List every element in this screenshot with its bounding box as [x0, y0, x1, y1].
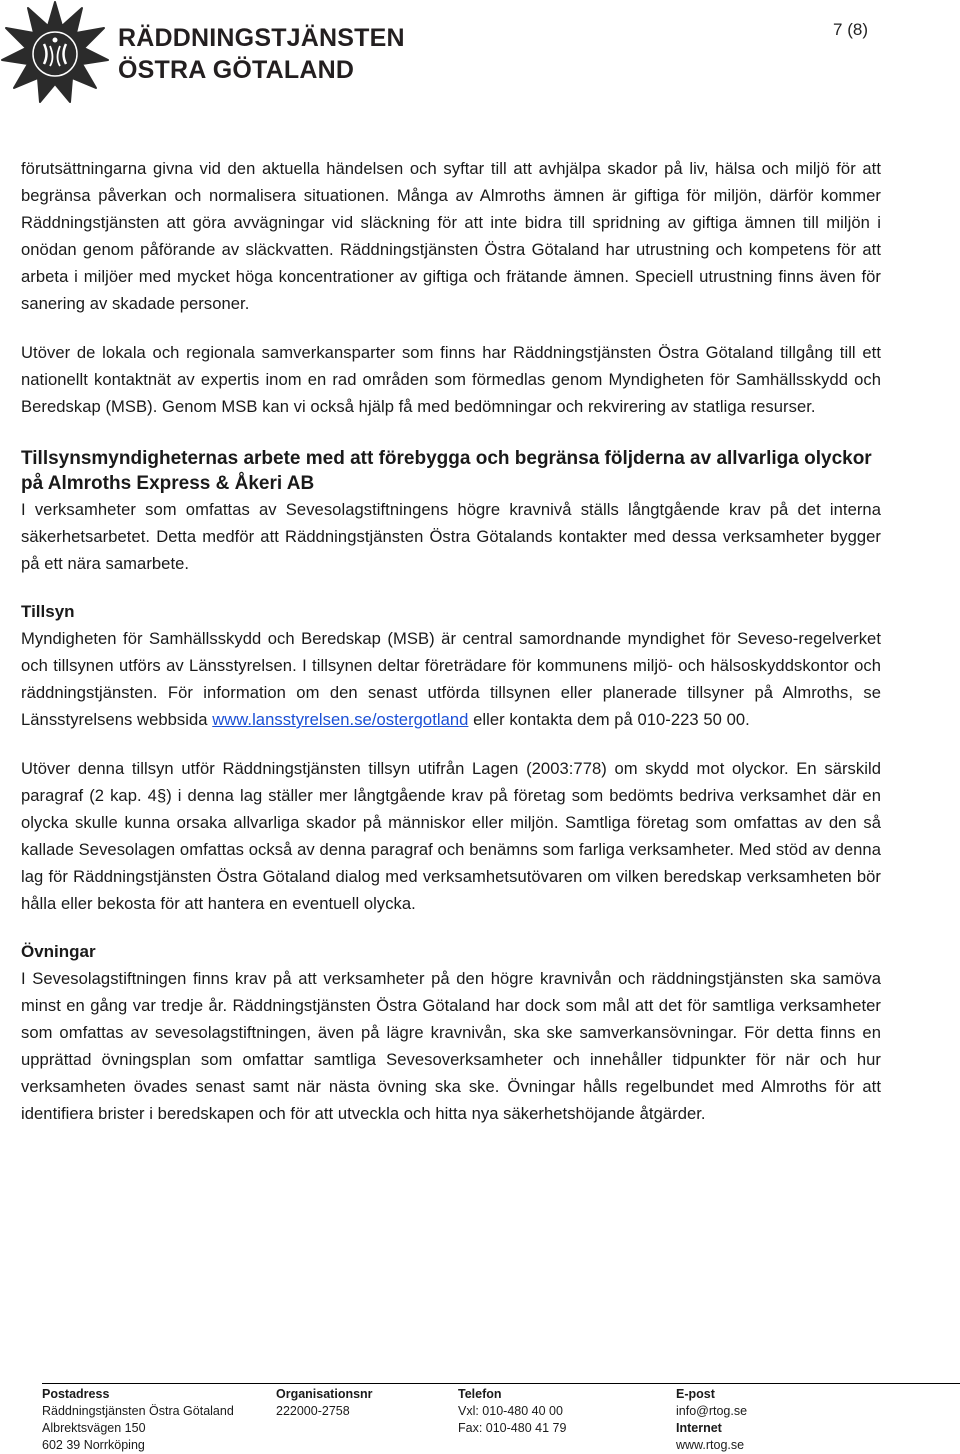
org-name-line2: ÖSTRA GÖTALAND: [118, 56, 355, 84]
section-heading-supervisory: Tillsynsmyndigheternas arbete med att förebygga och begränsa följderna av allvarliga olyckor på Almroths Express & Åkeri AB: [21, 448, 872, 494]
paragraph-ovningar: I Sevesolagstiftningen finns krav på att verksamheter på den högre kravnivån och räddningstjänsten ska samöva minst en gång var tredje år. Räddningstjänsten Östra Götaland har dock som mål att det för samtliga verksamheter som omfattas av sevesolagstiftningen, även på lägre kravnivån, ska ske samverkansövningar. För detta finns en upprättad övningsplan som omfattar samtliga Sevesoverksamheter och innehåller tidpunkter för när och hur verksamheten övades senast samt när nästa övning ska ske. Övningar hålls regelbundet med Almroths för att identifiera brister i beredskapen och för att utveckla och hitta nya säkerhetshöjande åtgärder.: [21, 969, 881, 1123]
paragraph-seveso-requirements: I verksamheter som omfattas av Sevesolagstiftningens högre kravnivå ställs långtgående krav på det interna säkerhetsarbetet. Detta medför att Räddningstjänsten Östra Götalands kontakter med dessa verksamheter bygger på ett nära samarbete.: [21, 500, 881, 573]
lansstyrelsen-link[interactable]: www.lansstyrelsen.se/ostergotland: [212, 710, 469, 729]
footer-telefon-vxl: Vxl: 010-480 40 00: [458, 1404, 563, 1418]
paragraph-lso: Utöver denna tillsyn utför Räddningstjänsten tillsyn utifrån Lagen (2003:778) om skydd mot olyckor. En särskild paragraf (2 kap. 4§) i denna lag ställer mer långtgående krav på företag som bedömts bedriva verksamhet där en olycka skulle kunna orsaka allvarliga skador på människor eller miljön. Samtliga företag som omfattas av den så kallade Sevesolagen omfattas också av denna paragraf och benämns som farliga verksamheter. Med stöd av denna lag för Räddningstjänsten Östra Götaland dialog med verksamhetsutövaren om vilken beredskap verksamheten bör hålla eller bekosta för att hantera en eventuell olycka.: [21, 759, 881, 913]
org-name-line1: RÄDDNINGSTJÄNSTEN: [118, 24, 405, 52]
footer-telefon-label: Telefon: [458, 1387, 502, 1401]
footer-postadress-line1: Räddningstjänsten Östra Götaland: [42, 1404, 234, 1418]
paragraph-tillsyn-text: Myndigheten för Samhällsskydd och Beredskap (MSB) är central samordnande myndighet för Seveso-regelverket och tillsynen utförs av Länsstyrelsen. I tillsynen deltar företrädare för kommunens miljö- och hälsoskyddskontor och räddningstjänsten. För information om den senast utförda tillsynen eller planerade tillsyner på Almroths, se Länsstyrelsens webbsida: [21, 629, 881, 729]
footer-postadress-line3: 602 39 Norrköping: [42, 1438, 145, 1452]
footer-orgnr-value: 222000-2758: [276, 1404, 350, 1418]
organization-name: [118, 22, 405, 86]
footer-postadress-label: Postadress: [42, 1387, 110, 1401]
paragraph-response: förutsättningarna givna vid den aktuella händelsen och syftar till att avhjälpa skador på liv, hälsa och miljö för att begränsa påverkan och normalisera situationen. Många av Almroths ämnen är giftiga för miljön, därför kommer Räddningstjänsten att göra avvägningar vid släckning för att inte bidra till spridning av giftiga ämnen till miljön i onödan genom påförande av släckvatten. Räddningstjänsten Östra Götaland har utrustning och kompetens för att arbeta i miljöer med mycket höga koncentrationer av giftiga och frätande ämnen. Speciell utrustning finns även för sanering av skadade personer.: [21, 159, 881, 313]
footer-postadress-line2: Albrektsvägen 150: [42, 1421, 146, 1435]
footer-orgnr-label: Organisationsnr: [276, 1387, 373, 1401]
footer-internet-label: Internet: [676, 1421, 722, 1435]
star-emblem-logo: [0, 0, 110, 104]
footer-contact: [676, 1386, 747, 1454]
footer-orgnr: [276, 1386, 373, 1420]
section-heading-ovningar: Övningar: [21, 942, 96, 961]
section-heading-tillsyn: Tillsyn: [21, 602, 75, 621]
footer-internet-value[interactable]: www.rtog.se: [676, 1438, 745, 1452]
paragraph-cooperation: Utöver de lokala och regionala samverkansparter som finns har Räddningstjänsten Östra Götaland tillgång till ett nationellt kontaktnät av expertis inom en rad områden som förmedlas genom Myndigheten för Samhällsskydd och Beredskap (MSB). Genom MSB kan vi också hjälp få med bedömningar och rekvirering av statliga resurser.: [21, 343, 881, 416]
footer-epost-label: E-post: [676, 1387, 715, 1401]
paragraph-tillsyn: [21, 625, 881, 733]
document-body: [21, 155, 881, 1127]
footer-postadress: [42, 1386, 234, 1454]
footer-telefon-fax: Fax: 010-480 41 79: [458, 1421, 567, 1435]
page-footer: [42, 1383, 960, 1452]
page-number: 7 (8): [833, 20, 868, 39]
footer-telefon: [458, 1386, 566, 1437]
paragraph-tillsyn-text-end: eller kontakta dem på 010-223 50 00.: [468, 710, 750, 729]
footer-epost-value[interactable]: info@rtog.se: [676, 1404, 748, 1418]
